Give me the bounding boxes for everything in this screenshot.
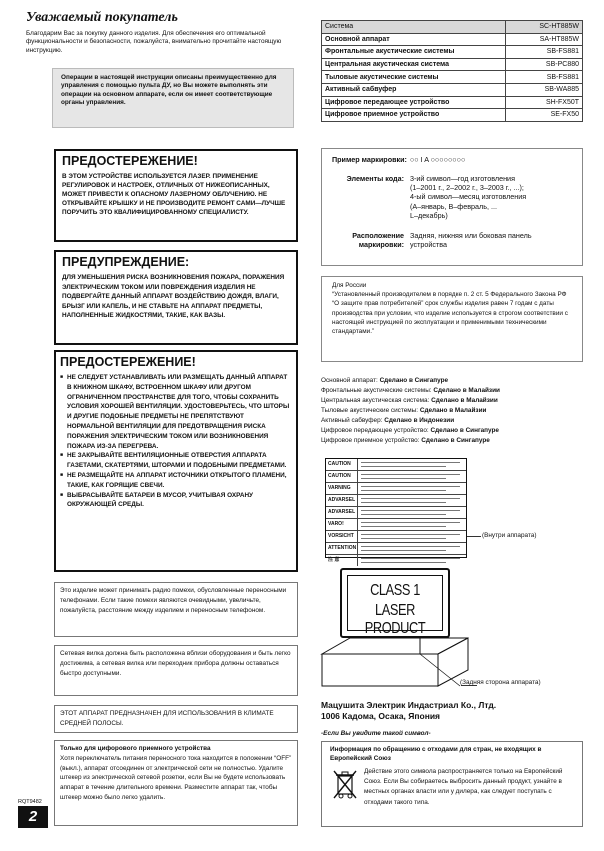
table-cell-value: SB-FS881	[506, 46, 583, 59]
table-cell-label: Центральная акустическая система	[322, 58, 506, 71]
russia-note	[321, 276, 583, 362]
label-row	[326, 555, 466, 566]
class1-label	[340, 568, 450, 638]
radio-note: Это изделие может принимать радио помехи, обусловленные переносными телефонами. Если такие помехи являются очевидными, увеличьте, пожалуйста, расстояние между изделием и переносным телефоном.	[54, 582, 298, 637]
label-tag: CAUTION	[326, 471, 358, 482]
origin-list	[321, 376, 583, 446]
caution-box-placement	[54, 350, 298, 572]
caution2-heading: ПРЕДОСТЕРЕЖЕНИЕ!	[60, 355, 196, 369]
table-cell-label: Тыловые акустические системы	[322, 71, 506, 84]
label-row	[326, 483, 466, 495]
origin-row	[321, 386, 583, 396]
warning-box	[54, 250, 298, 345]
origin-value: Сделано в Малайзии	[433, 387, 500, 394]
table-cell-value: SB-WA885	[506, 83, 583, 96]
back-caption: (Задняя сторона аппарата)	[460, 679, 541, 686]
caution-body: В ЭТОМ УСТРОЙСТВЕ ИСПОЛЬЗУЕТСЯ ЛАЗЕР. ПРИМЕНЕНИЕ РЕГУЛИРОВОК И НАСТРОЕК, ОТЛИЧНЫХ ОТ НИЖЕОПИСАННЫХ, МОЖЕТ ПРИВЕСТИ К ОПАСНОМУ ЛАЗЕРНОМУ ОБЛУЧЕНИЮ. НЕ ОТКРЫВАЙТЕ КРЫШКУ И НЕ ПРОИЗВОДИТЕ РЕМОНТ САМИ—ЛУЧШЕ ПОРУЧИТЬ ЭТО КВАЛИФИЦИРОВАННОМУ СПЕЦИАЛИСТУ.	[62, 173, 286, 216]
origin-label: Тыловые акустические системы:	[321, 407, 419, 414]
warning-body: ДЛЯ УМЕНЬШЕНИЯ РИСКА ВОЗНИКНОВЕНИЯ ПОЖАРА, ПОРАЖЕНИЯ ЭЛЕКТРИЧЕСКИМ ТОКОМ ИЛИ ПОВРЕЖДЕНИЯ ИЗДЕЛИЯ НЕ ПОДВЕРГАЙТЕ ДАННЫЙ АППАРАТ ВОЗДЕЙСТВИЮ ДОЖДЯ, ВЛАГИ, БРЫЗГ ИЛИ КАПЕЛЬ, И НЕ СТАВЬТЕ НА АППАРАТ ПРЕДМЕТЫ, НАПОЛНЕННЫЕ ЖИДКОСТЯМИ, ТАКИЕ, КАК ВАЗЫ.	[62, 274, 285, 320]
origin-row	[321, 406, 583, 416]
remote-note: Операции в настоящей инструкции описаны преимущественно для управления с помощью пульта ДУ, но Вы можете выполнять эти операции на основном аппарате, если он имеет соответствующие органы управления.	[52, 68, 294, 128]
marking-location-label-1: Расположение	[352, 230, 404, 240]
table-cell-value: SC-HT885W	[506, 21, 583, 34]
doc-code: RQT9482	[18, 799, 42, 805]
origin-value: Сделано в Сингапуре	[379, 377, 449, 384]
caution2-item: ■ НЕ СЛЕДУЕТ УСТАНАВЛИВАТЬ ИЛИ РАЗМЕЩАТЬ ДАННЫЙ АППАРАТ В КНИЖНОМ ШКАФУ, ВСТРОЕННОМ ШКАФУ ИЛИ ДРУГОМ ОГРАНИЧЕННОМ ПРОСТРАНСТВЕ ДЛЯ ТОГО, ЧТОБЫ СОХРАНИТЬ УСЛОВИЯ ХОРОШЕЙ ВЕНТИЛЯЦИИ. УДОСТОВЕРЬТЕСЬ, ЧТО ШТОРЫ И ДРУГИЕ ПОДОБНЫЕ ПРЕДМЕТЫ НЕ ПРЕПЯТСТВУЮТ НОРМАЛЬНОЙ ВЕНТИЛЯЦИИ ДЛЯ ПРЕДОТВРАЩЕНИЯ РИСКА ПОРАЖЕНИЯ ЭЛЕКТРИЧЕСКИМ ТОКОМ ИЛИ ВОЗНИКНОВЕНИЯ ПОЖАРА ИЗ-ЗА ПЕРЕГРЕВА.	[60, 373, 292, 451]
origin-row	[321, 426, 583, 436]
class1-line1: CLASS 1	[370, 582, 420, 599]
origin-value: Сделано в Сингапуре	[421, 437, 490, 444]
origin-row	[321, 436, 583, 446]
origin-label: Центральная акустическая система:	[321, 397, 430, 404]
marking-line: (А–январь, В–февраль, ...	[410, 201, 497, 211]
disposal-heading: Информация по обращению с отходами для стран, не входящих в Европейский Союз	[330, 746, 542, 762]
origin-row	[321, 376, 583, 386]
climate-note: ЭТОТ АППАРАТ ПРЕДНАЗНАЧЕН ДЛЯ ИСПОЛЬЗОВАНИЯ В КЛИМАТЕ СРЕДНЕЙ ПОЛОСЫ.	[54, 705, 298, 733]
table-cell-label: Система	[322, 21, 506, 34]
caution2-list	[60, 373, 292, 510]
table-row	[322, 83, 583, 96]
table-cell-label: Фронтальные акустические системы	[322, 46, 506, 59]
laser-warning-label	[325, 458, 467, 563]
marking-line: (1–2001 г., 2–2002 г., 3–2003 г., ...);	[410, 183, 524, 192]
table-cell-label: Основной аппарат	[322, 33, 506, 46]
label-row	[326, 531, 466, 543]
unit-rear-illustration	[320, 636, 470, 692]
label-row	[326, 471, 466, 483]
origin-row	[321, 416, 583, 426]
marking-location-label	[332, 231, 410, 250]
origin-label: Фронтальные акустические системы:	[321, 387, 432, 394]
disposal-body: Действие этого символа распространяется только на Европейский Союз. Если Вы собираетесь выбросить данный продукт, узнайте в местных органах власти или у дилера, как следует поступать с отходами такого типа.	[364, 768, 563, 806]
origin-value: Сделано в Сингапуре	[430, 427, 499, 434]
label-row	[326, 507, 466, 519]
label-row	[326, 459, 466, 471]
table-cell-value: SB-PC880	[506, 58, 583, 71]
page-title: Уважаемый покупатель	[26, 10, 178, 25]
socket-note: Сетевая вилка должна быть расположена вблизи оборудования и быть легко достижима, а сетевая вилка или переходник прибора должны оставаться быстро доступными.	[54, 645, 298, 696]
caution-box-laser	[54, 149, 298, 242]
table-cell-label: Цифровое приемное устройство	[322, 109, 506, 122]
label-tag: 注 意	[326, 555, 358, 566]
origin-row	[321, 396, 583, 406]
origin-label: Основной аппарат:	[321, 377, 378, 384]
caution2-item: ■ ВЫБРАСЫВАЙТЕ БАТАРЕИ В МУСОР, УЧИТЫВАЯ ОХРАНУ ОКРУЖАЮЩЕЙ СРЕДЫ.	[60, 491, 292, 511]
table-row	[322, 96, 583, 109]
label-row	[326, 495, 466, 507]
receiver-note	[54, 740, 298, 826]
disposal-box	[321, 741, 583, 827]
table-cell-label: Цифровое передающее устройство	[322, 96, 506, 109]
manufacturer-line2: 1006 Кадома, Осака, Япония	[321, 711, 441, 721]
manufacturer-line1: Мацушита Электрик Индастриал Ко., Лтд.	[321, 700, 497, 710]
intro-text: Благодарим Вас за покупку данного изделия. Для обеспечения его оптимальной функциональности и безопасности, пожалуйста, внимательно прочитайте настоящую инструкцию.	[26, 30, 282, 54]
marking-example-label: Пример маркировки:	[332, 155, 407, 164]
origin-label: Цифровое приемное устройство:	[321, 437, 420, 444]
label-tag: ADVARSEL	[326, 507, 358, 518]
label-tag: VARNING	[326, 483, 358, 494]
caution2-item: ■ НЕ РАЗМЕЩАЙТЕ НА АППАРАТ ИСТОЧНИКИ ОТКРЫТОГО ПЛАМЕНИ, ТАКИЕ, КАК ГОРЯЩИЕ СВЕЧИ.	[60, 471, 292, 491]
table-row	[322, 109, 583, 122]
marking-example-value: ○○ I A ○○○○○○○○	[409, 155, 466, 164]
table-cell-value: SA-HT885W	[506, 33, 583, 46]
class1-line2: LASER PRODUCT	[364, 602, 426, 637]
system-table-wrap	[321, 20, 583, 122]
label-tag: VORSICHT	[326, 531, 358, 542]
marking-line: 4-ый символ—месяц изготовления	[410, 192, 527, 202]
page-number: 2	[18, 806, 48, 828]
marking-location-label-2: маркировки:	[358, 240, 404, 250]
system-table	[321, 20, 583, 122]
leader-line	[467, 536, 481, 537]
manufacturer	[321, 700, 583, 722]
receiver-note-body: Хотя переключатель питания переносного тока находится в положении “OFF” (выкл.), аппарат отсоединен от электрической сети не полностью. Удалите штекер из электрической сетевой розетки, если Вы не будете использовать аппарат в течение длительного времени. Разместите аппарат так, чтобы штекер можно было легко удалить.	[60, 754, 292, 801]
crossed-bin-icon	[332, 768, 358, 800]
receiver-note-heading: Только для цифорового приемного устройства	[60, 745, 211, 752]
symbol-note-title: -Если Вы увидите такой символ-	[321, 730, 431, 737]
table-row	[322, 21, 583, 34]
russia-note-body: “Установленный производителем в порядке п. 2 ст. 5 Федерального Закона РФ “О защите прав потребителей” срок службы изделия равен 7 годам с даты производства при условии, что изделие используется в строгом соответствии с настоящей инструкцией по эксплуатации и применимыми техническими стандартами.”	[332, 291, 568, 336]
table-row	[322, 33, 583, 46]
marking-line: L–декабрь)	[410, 211, 448, 221]
marking-elements	[332, 174, 572, 221]
origin-value: Сделано в Малайзии	[431, 397, 498, 404]
marking-box	[321, 148, 583, 266]
origin-label: Цифровое передающее устройство:	[321, 427, 429, 434]
table-row	[322, 71, 583, 84]
origin-label: Активный сабвуфер:	[321, 417, 383, 424]
table-row	[322, 58, 583, 71]
marking-example	[332, 155, 572, 165]
marking-elements-list	[410, 174, 526, 221]
marking-line: 3-ий символ—год изготовления	[410, 173, 515, 183]
table-row	[322, 46, 583, 59]
origin-value: Сделано в Индонезии	[384, 417, 455, 424]
table-cell-label: Активный сабвуфер	[322, 83, 506, 96]
label-tag: CAUTION	[326, 459, 358, 470]
label-row	[326, 543, 466, 555]
table-cell-value: SE-FX50	[506, 109, 583, 122]
warning-heading: ПРЕДУПРЕЖДЕНИЕ:	[62, 255, 190, 269]
label-tag: ADVARSEL	[326, 495, 358, 506]
marking-elements-label: Элементы кода:	[346, 173, 404, 183]
label-tag: VARO!	[326, 519, 358, 530]
russia-note-heading: Для России	[332, 282, 367, 289]
label-tag: ATTENTION	[326, 543, 358, 554]
marking-location	[332, 231, 572, 250]
marking-location-value: Задняя, нижняя или боковая панель устройства	[410, 230, 532, 250]
caution2-item: ■ НЕ ЗАКРЫВАЙТЕ ВЕНТИЛЯЦИОННЫЕ ОТВЕРСТИЯ АППАРАТА ГАЗЕТАМИ, СКАТЕРТЯМИ, ШТОРАМИ И ПОДОБНЫМИ ПРЕДМЕТАМИ.	[60, 451, 292, 471]
inside-caption: (Внутри аппарата)	[482, 532, 537, 539]
table-cell-value: SH-FX50T	[506, 96, 583, 109]
origin-value: Сделано в Малайзии	[419, 407, 487, 414]
label-row	[326, 519, 466, 531]
table-cell-value: SB-FS881	[506, 71, 583, 84]
caution-heading: ПРЕДОСТЕРЕЖЕНИЕ!	[62, 154, 198, 168]
